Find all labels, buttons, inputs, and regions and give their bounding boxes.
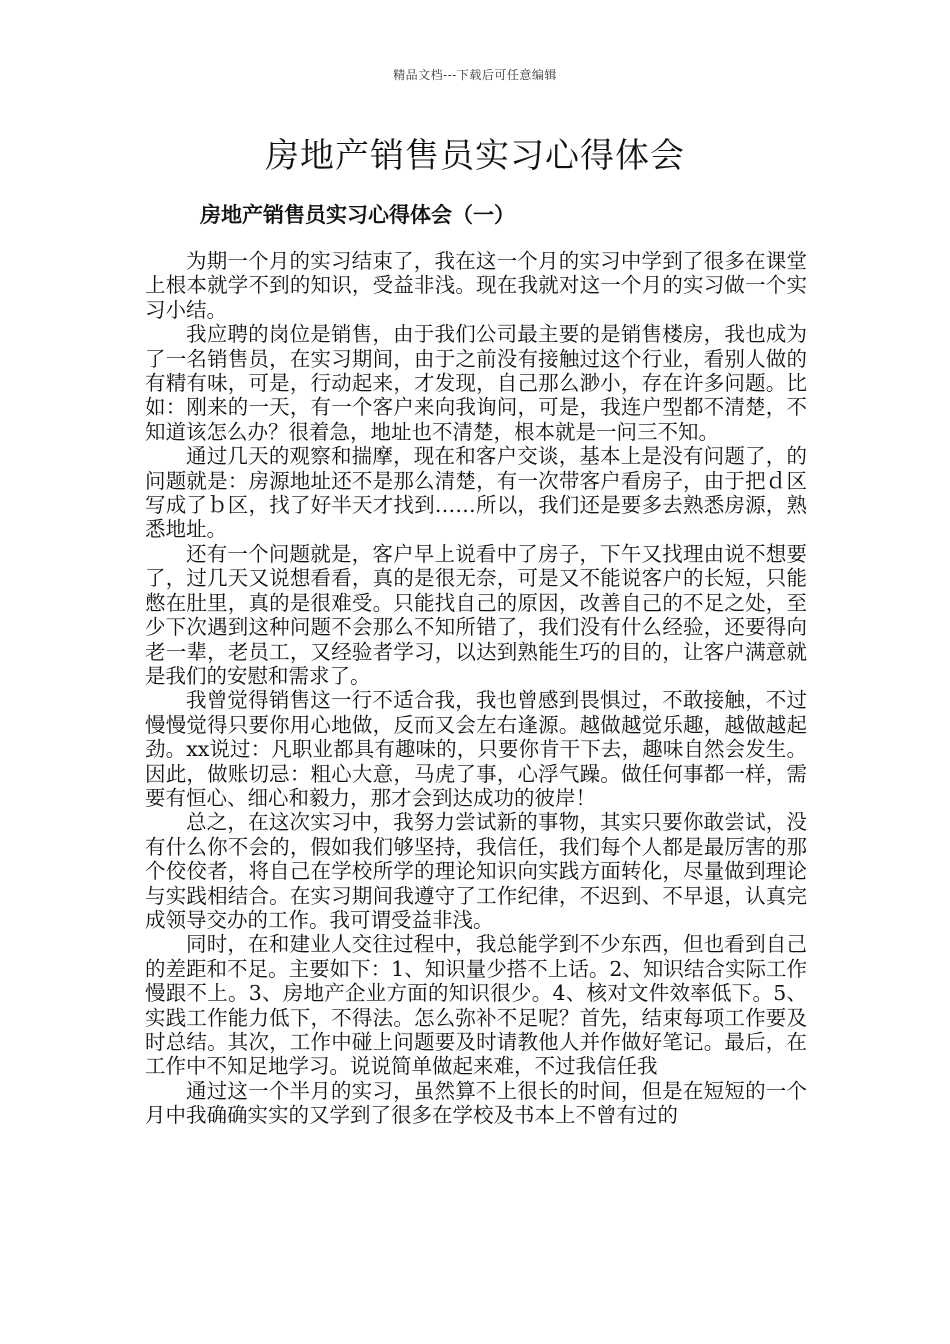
paragraph: 为期一个月的实习结束了，我在这一个月的实习中学到了很多在课堂上根本就学不到的知识，受益非浅。现在我就对这一个月的实习做一个实习小结。 (145, 249, 807, 322)
paragraph: 我应聘的岗位是销售，由于我们公司最主要的是销售楼房，我也成为了一名销售员，在实习期间，由于之前没有接触过这个行业，看别人做的有精有味，可是，行动起来，才发现，自己那么渺小，存在许多问题。比如：刚来的一天，有一个客户来向我询问，可是，我连户型都不清楚，不知道该怎么办？很着急，地址也不清楚，根本就是一问三不知。 (145, 322, 807, 444)
paragraph: 同时，在和建业人交往过程中，我总能学到不少东西，但也看到自己的差距和不足。主要如下：1、知识量少搭不上话。2、知识结合实际工作慢跟不上。3、房地产企业方面的知识很少。4、核对文件效率低下。5、实践工作能力低下，不得法。怎么弥补不足呢？首先，结束每项工作要及时总结。其次，工作中碰上问题要及时请教他人并作做好笔记。最后，在工作中不知足地学习。说说简单做起来难，不过我信任我 (145, 932, 807, 1079)
document-title: 房地产销售员实习心得体会 (265, 136, 685, 176)
section-subtitle: 房地产销售员实习心得体会（一） (200, 202, 515, 227)
paragraph: 还有一个问题就是，客户早上说看中了房子，下午又找理由说不想要了，过几天又说想看看，真的是很无奈，可是又不能说客户的长短，只能憋在肚里，真的是很难受。只能找自己的原因，改善自己的不足之处，至少下次遇到这种问题不会那么不知所错了，我们没有什么经验，还要得向老一辈，老员工，又经验者学习，以达到熟能生巧的目的，让客户满意就是我们的安慰和需求了。 (145, 541, 807, 688)
header-note: 精品文档---下载后可任意编辑 (393, 68, 557, 82)
paragraph: 我曾觉得销售这一行不适合我，我也曾感到畏惧过，不敢接触，不过慢慢觉得只要你用心地做，反而又会左右逢源。越做越觉乐趣，越做越起劲。xx说过：凡职业都具有趣味的，只要你肯干下去，趣味自然会发生。因此，做账切忌：粗心大意，马虎了事，心浮气躁。做任何事都一样，需要有恒心、细心和毅力，那才会到达成功的彼岸！ (145, 688, 807, 810)
paragraph: 通过这一个半月的实习，虽然算不上很长的时间，但是在短短的一个月中我确确实实的又学到了很多在学校及书本上不曾有过的 (145, 1078, 807, 1128)
body-text (145, 249, 807, 1128)
paragraph: 总之，在这次实习中，我努力尝试新的事物，其实只要你敢尝试，没有什么你不会的，假如我们够坚持，我信任，我们每个人都是最厉害的那个佼佼者，将自己在学校所学的理论知识向实践方面转化，尽量做到理论与实践相结合。在实习期间我遵守了工作纪律，不迟到、不早退，认真完成领导交办的工作。我可谓受益非浅。 (145, 810, 807, 932)
paragraph: 通过几天的观察和揣摩，现在和客户交谈，基本上是没有问题了，的问题就是：房源地址还不是那么清楚，有一次带客户看房子，由于把ｄ区写成了ｂ区，找了好半天才找到……所以，我们还是要多去熟悉房源，熟悉地址。 (145, 444, 807, 542)
